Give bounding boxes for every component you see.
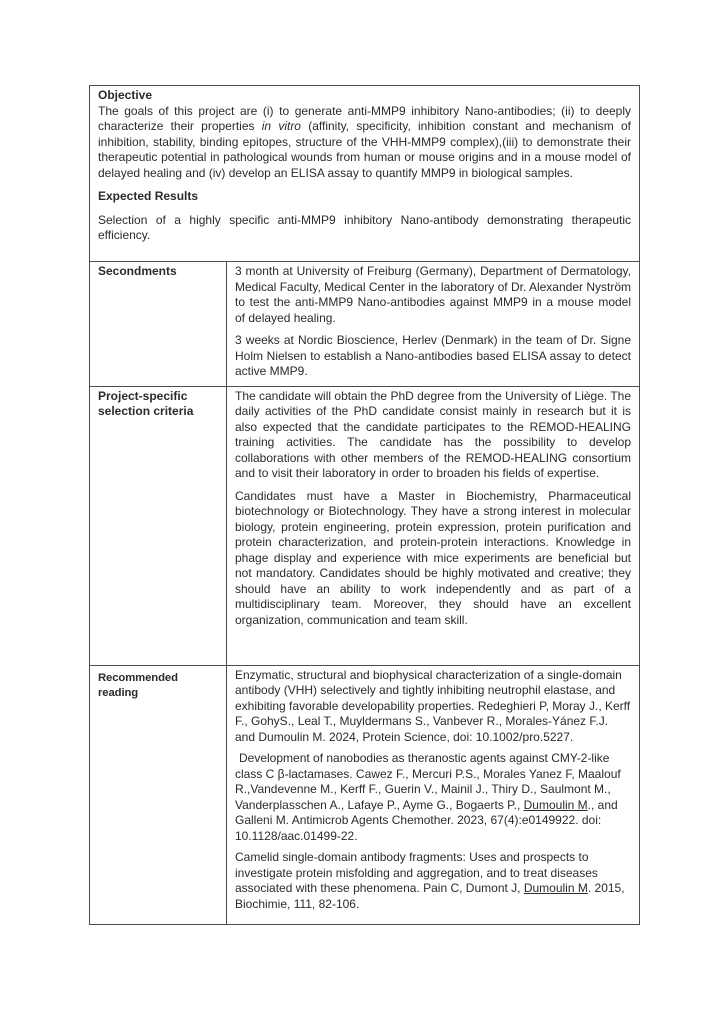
reference-2-text-pre: Development of nanobodies as theranostic agents against CMY-2-like class C β-lactamases. Cawez F., Mercuri P.S., Morales Yanez F, Maalouf R.,Vandevenne M., Kerff F., Guerin V., Mainil J., Thiry D., Saulmont M., Vanderplasschen A., Lafaye P., Ayme G., Bogaerts P., bbox=[235, 751, 621, 812]
overview-cell bbox=[90, 86, 640, 262]
selection-criteria-paragraph-1: The candidate will obtain the PhD degree from the University of Liège. The daily activities of the PhD candidate consist mainly in research but it is also expected that the candidate participates to the REMOD-HEALING training activities. The candidate has the possibility to develop collaborations with other members of the REMOD-HEALING consortium and to visit their laboratory in order to broaden his fields of expertise. bbox=[235, 388, 632, 480]
expected-results-heading: Expected Results bbox=[98, 189, 199, 203]
reference-3-text-pre: Camelid single-domain antibody fragments: Uses and prospects to investigate protein misfolding and aggregation, and to treat diseases associated with these phenomena. Pain C, Dumont J, bbox=[235, 850, 598, 895]
reference-3-text-post: . 2015, Biochimie, 111, 82-106. bbox=[235, 881, 625, 911]
secondments-cell bbox=[227, 262, 640, 387]
reference-2-text-post: ., and Galleni M. Antimicrob Agents Chemother. 2023, 67(4):e0149922. doi: 10.1128/aac.01499-22. bbox=[235, 797, 618, 843]
reference-3-underlined-author: Dumoulin M bbox=[523, 881, 588, 895]
selection-criteria-label: Project-specific selection criteria bbox=[90, 386, 227, 665]
selection-criteria-paragraph-2: Candidates must have a Master in Biochemistry, Pharmaceutical biotechnology or Biotechnology. They have a strong interest in molecular biology, protein engineering, protein expression, protein purification and protein characterization, and protein-protein interactions. Knowledge in phage display and experience with mice experiments are beneficial but not mandatory. Candidates should be highly motivated and creative; they should have an ability to work independently and as part of a multidisciplinary team. Moreover, they should have an excellent organization, communication and team skill. bbox=[235, 488, 632, 627]
objective-text-pre: The goals of this project are (i) to generate anti-MMP9 inhibitory Nano-antibodies; (ii) to deeply characterize their properties bbox=[98, 103, 632, 133]
recommended-reading-label: Recommended reading bbox=[90, 665, 227, 925]
recommended-reading-cell bbox=[227, 665, 640, 925]
secondments-row bbox=[90, 262, 640, 387]
recommended-reading-row bbox=[90, 665, 640, 925]
selection-criteria-cell bbox=[227, 386, 640, 665]
expected-results-paragraph: Selection of a highly specific anti-MMP9 inhibitory Nano-antibody demonstrating therapeutic efficiency. bbox=[98, 212, 632, 242]
project-description-table bbox=[89, 85, 640, 925]
in-vitro-italic: in vitro bbox=[261, 119, 301, 133]
secondments-label: Secondments bbox=[90, 262, 227, 387]
reference-2-underlined-author: Dumoulin M bbox=[523, 797, 588, 812]
objective-paragraph bbox=[98, 104, 631, 182]
reference-3 bbox=[235, 850, 631, 912]
secondments-paragraph-2: 3 weeks at Nordic Bioscience, Herlev (Denmark) in the team of Dr. Signe Holm Nielsen to establish a Nano-antibodies based ELISA assay to detect active MMP9. bbox=[235, 333, 632, 378]
reference-1: Enzymatic, structural and biophysical characterization of a single-domain antibody (VHH) selectively and tightly inhibiting neutrophil elastase, and exhibiting favorable developability properties. Redeghieri P, Moray J., Kerff F., GohyS., Leal T., Muyldermans S., Vanbever R., Morales-Yánez F.J. and Dumoulin M. 2024, Protein Science, doi: 10.1002/pro.5227. bbox=[235, 667, 631, 744]
overview-row bbox=[90, 86, 640, 262]
selection-criteria-row bbox=[90, 386, 640, 665]
objective-text-post: (affinity, specificity, inhibition constant and mechanism of inhibition, stability, binding epitopes, structure of the VHH-MMP9 complex),(iii) to demonstrate their therapeutic potential in pathological wounds from human or mouse origins and in a mouse model of delayed healing and (iv) develop an ELISA assay to quantify MMP9 in biological samples. bbox=[98, 119, 632, 180]
reference-2 bbox=[235, 751, 631, 844]
secondments-paragraph-1: 3 month at University of Freiburg (Germany), Department of Dermatology, Medical Faculty, Medical Center in the laboratory of Dr. Alexander Nyström to test the anti-MMP9 Nano-antibodies against MMP9 in a mouse model of delayed healing. bbox=[235, 264, 632, 325]
objective-heading: Objective bbox=[98, 88, 153, 102]
